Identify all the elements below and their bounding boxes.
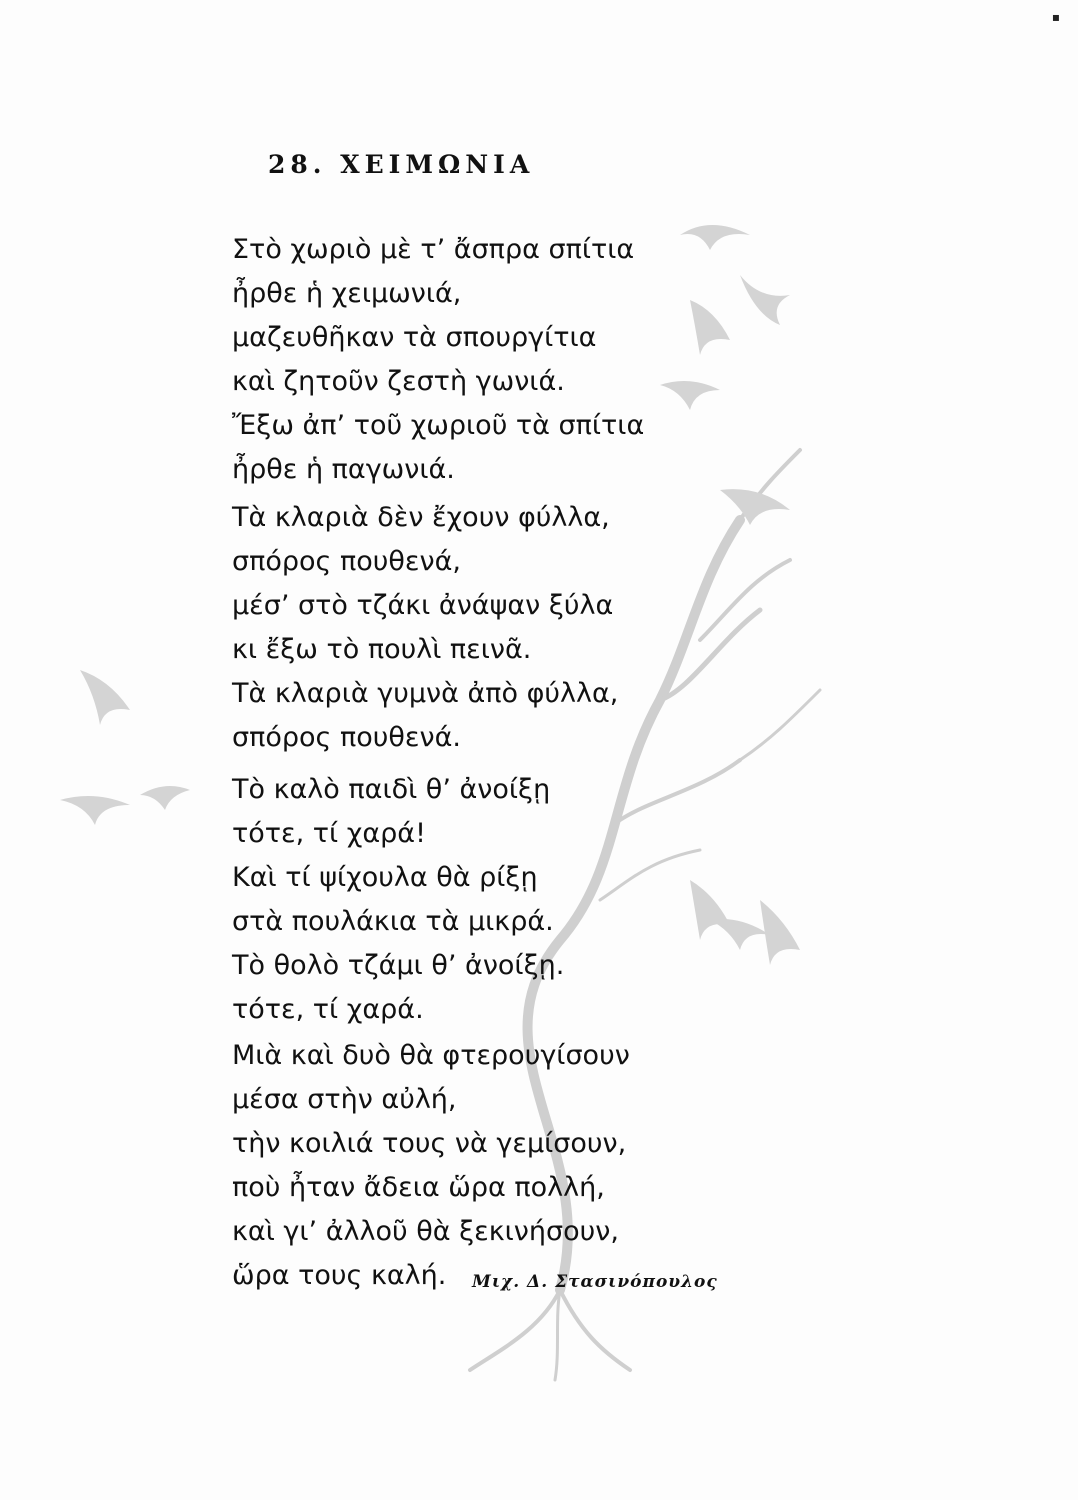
stanza-3 bbox=[232, 768, 792, 1032]
poem-line: τὴν κοιλιά τους νὰ γεμίσουν, bbox=[232, 1128, 627, 1159]
poem-line: Ἔξω ἀπ’ τοῦ χωριοῦ τὰ σπίτια bbox=[232, 410, 645, 441]
poem-line: ὥρα τους καλή. bbox=[232, 1260, 447, 1291]
poem-line: μέσ’ στὸ τζάκι ἀνάψαν ξύλα bbox=[232, 590, 614, 621]
poem-line: καὶ ζητοῦν ζεστὴ γωνιά. bbox=[232, 366, 565, 397]
poem-line: Τὸ καλὸ παιδὶ θ’ ἀνοίξῃ bbox=[232, 774, 551, 805]
poem-line: τότε, τί χαρά! bbox=[232, 818, 426, 849]
poem-line: καὶ γι’ ἀλλοῦ θὰ ξεκινήσουν, bbox=[232, 1216, 619, 1247]
stanza-1 bbox=[232, 228, 792, 492]
poem-author: Μιχ. Δ. Στασινόπουλος bbox=[472, 1272, 718, 1292]
poem-line: σπόρος πουθενά, bbox=[232, 546, 461, 577]
poem-line: κι ἔξω τὸ πουλὶ πεινᾶ. bbox=[232, 634, 532, 665]
poem-line: Καὶ τί ψίχουλα θὰ ρίξῃ bbox=[232, 862, 538, 893]
poem-line: μέσα στὴν αὐλή, bbox=[232, 1084, 457, 1115]
poem-line: στὰ πουλάκια τὰ μικρά. bbox=[232, 906, 554, 937]
stanza-2 bbox=[232, 496, 792, 760]
poem-line: Τὰ κλαριὰ δὲν ἔχουν φύλλα, bbox=[232, 502, 610, 533]
poem-line: μαζευθῆκαν τὰ σπουργίτια bbox=[232, 322, 597, 353]
poem-line: Τὰ κλαριὰ γυμνὰ ἀπὸ φύλλα, bbox=[232, 678, 619, 709]
stanza-4 bbox=[232, 1034, 792, 1298]
poem-line: Τὸ θολὸ τζάμι θ’ ἀνοίξῃ. bbox=[232, 950, 565, 981]
poem-line: σπόρος πουθενά. bbox=[232, 722, 461, 753]
poem-line: ποὺ ἦταν ἄδεια ὥρα πολλή, bbox=[232, 1172, 605, 1203]
poem-line: Μιὰ καὶ δυὸ θὰ φτερουγίσουν bbox=[232, 1040, 630, 1071]
corner-mark: ▪ bbox=[1051, 10, 1060, 24]
poem-line: τότε, τί χαρά. bbox=[232, 994, 424, 1025]
poem-line: ἦρθε ἡ χειμωνιά, bbox=[232, 278, 462, 309]
poem-line: Στὸ χωριὸ μὲ τ’ ἄσπρα σπίτια bbox=[232, 234, 635, 265]
poem-line: ἦρθε ἡ παγωνιά. bbox=[232, 454, 455, 485]
poem-title: 28. ΧΕΙΜΩΝΙΑ bbox=[268, 150, 535, 179]
